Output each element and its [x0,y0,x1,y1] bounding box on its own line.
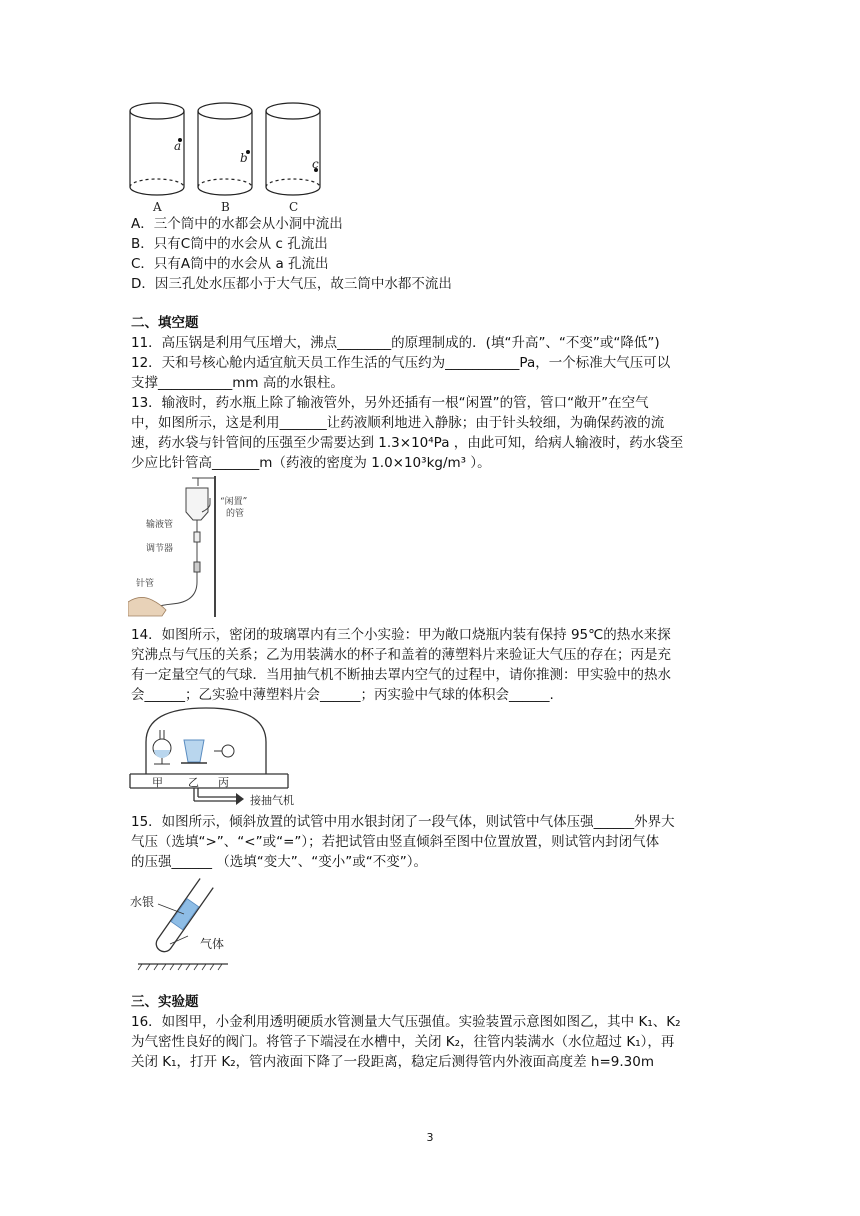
q15-line-2: 气压（选填“>”、“<”或“=”）；若把试管由竖直倾斜至图中位置放置，则试管内封闭气体 [131,834,660,850]
q14-line-3: 有一定量空气的气球．当用抽气机不断抽去罩内空气的过程中，请你推测：甲实验中的热水 [131,667,671,683]
iv-drip-figure [128,474,288,619]
test-tube-figure [128,874,248,974]
cylinders-figure [128,100,333,215]
hole-label-b: b [240,151,248,165]
q13-line-4: 少应比针管高_______m（药液的密度为 1.0×10³kg/m³ ）。 [131,455,491,471]
q12-line-2: 支撑___________mm 高的水银柱。 [131,375,344,391]
label-yi: 乙 [188,776,199,789]
label-pump: 接抽气机 [250,794,294,807]
q16-line-1: 16．如图甲，小金利用透明硬质水管测量大气压强值。实验装置示意图如图乙，其中 K₁、K₂ [131,1014,681,1030]
q16-line-3: 关闭 K₁，打开 K₂，管内液面下降了一段距离，稳定后测得管内外液面高度差 h=9.30m [131,1054,654,1070]
label-jia: 甲 [152,776,163,789]
q10-option-c: C．只有A筒中的水会从 a 孔流出 [131,256,329,272]
bell-jar-figure [128,706,328,810]
label-infusion-tube: 输液管 [146,520,174,530]
label-idle-tube-2: 的管 [226,509,245,519]
label-bing: 丙 [218,776,229,789]
q13-line-2: 中，如图所示，这是利用_______让药液顺利地进入静脉；由于针头较细，为确保药液的流 [131,415,665,431]
q10-option-a: A．三个筒中的水都会从小洞中流出 [131,216,343,232]
hole-label-a: a [174,139,182,153]
q14-line-2: 究沸点与气压的关系；乙为用装满水的杯子和盖着的薄塑料片来验证大气压的存在；丙是充 [131,647,671,663]
label-mercury: 水银 [130,895,155,909]
q10-option-b: B．只有C筒中的水会从 c 孔流出 [131,236,328,252]
section-2-heading: 二、填空题 [131,315,199,331]
cylinder-label-a: A [153,200,162,214]
q16-line-2: 为气密性良好的阀门。将管子下端浸在水槽中，关闭 K₂，往管内装满水（水位超过 K₁），再 [131,1034,675,1050]
cylinder-label-b: B [221,200,230,214]
section-3-heading: 三、实验题 [131,994,199,1010]
page-number: 3 [426,1131,434,1144]
label-needle: 针管 [136,579,155,589]
q14-line-4: 会______；乙实验中薄塑料片会______；丙实验中气球的体积会______. [131,687,554,703]
label-idle-tube-1: “闲置” [220,497,248,507]
hole-label-c: c [312,157,319,171]
q11-text: 11．高压锅是利用气压增大，沸点________的原理制成的．(填“升高”、“不变”或“降低”) [131,335,660,351]
label-regulator: 调节器 [146,544,174,554]
q13-line-3: 速，药水袋与针管间的压强至少需要达到 1.3×10⁴Pa ，由此可知，给病人输液时，药水袋至 [131,435,684,451]
q12-line-1: 12．天和号核心舱内适宜航天员工作生活的气压约为___________Pa，一个标准大气压可以 [131,355,671,371]
q10-option-d: D．因三孔处水压都小于大气压，故三筒中水都不流出 [131,276,452,292]
q14-line-1: 14．如图所示，密闭的玻璃罩内有三个小实验：甲为敞口烧瓶内装有保持 95℃的热水来探 [131,627,671,643]
cylinder-label-c: C [289,200,299,214]
q15-line-3: 的压强______ （选填“变大”、“变小”或“不变”）。 [131,854,428,870]
q15-line-1: 15．如图所示，倾斜放置的试管中用水银封闭了一段气体，则试管中气体压强______外界大 [131,814,675,830]
label-gas: 气体 [200,937,225,951]
q13-line-1: 13．输液时，药水瓶上除了输液管外，另外还插有一根“闲置”的管，管口“敞开”在空气 [131,395,649,411]
